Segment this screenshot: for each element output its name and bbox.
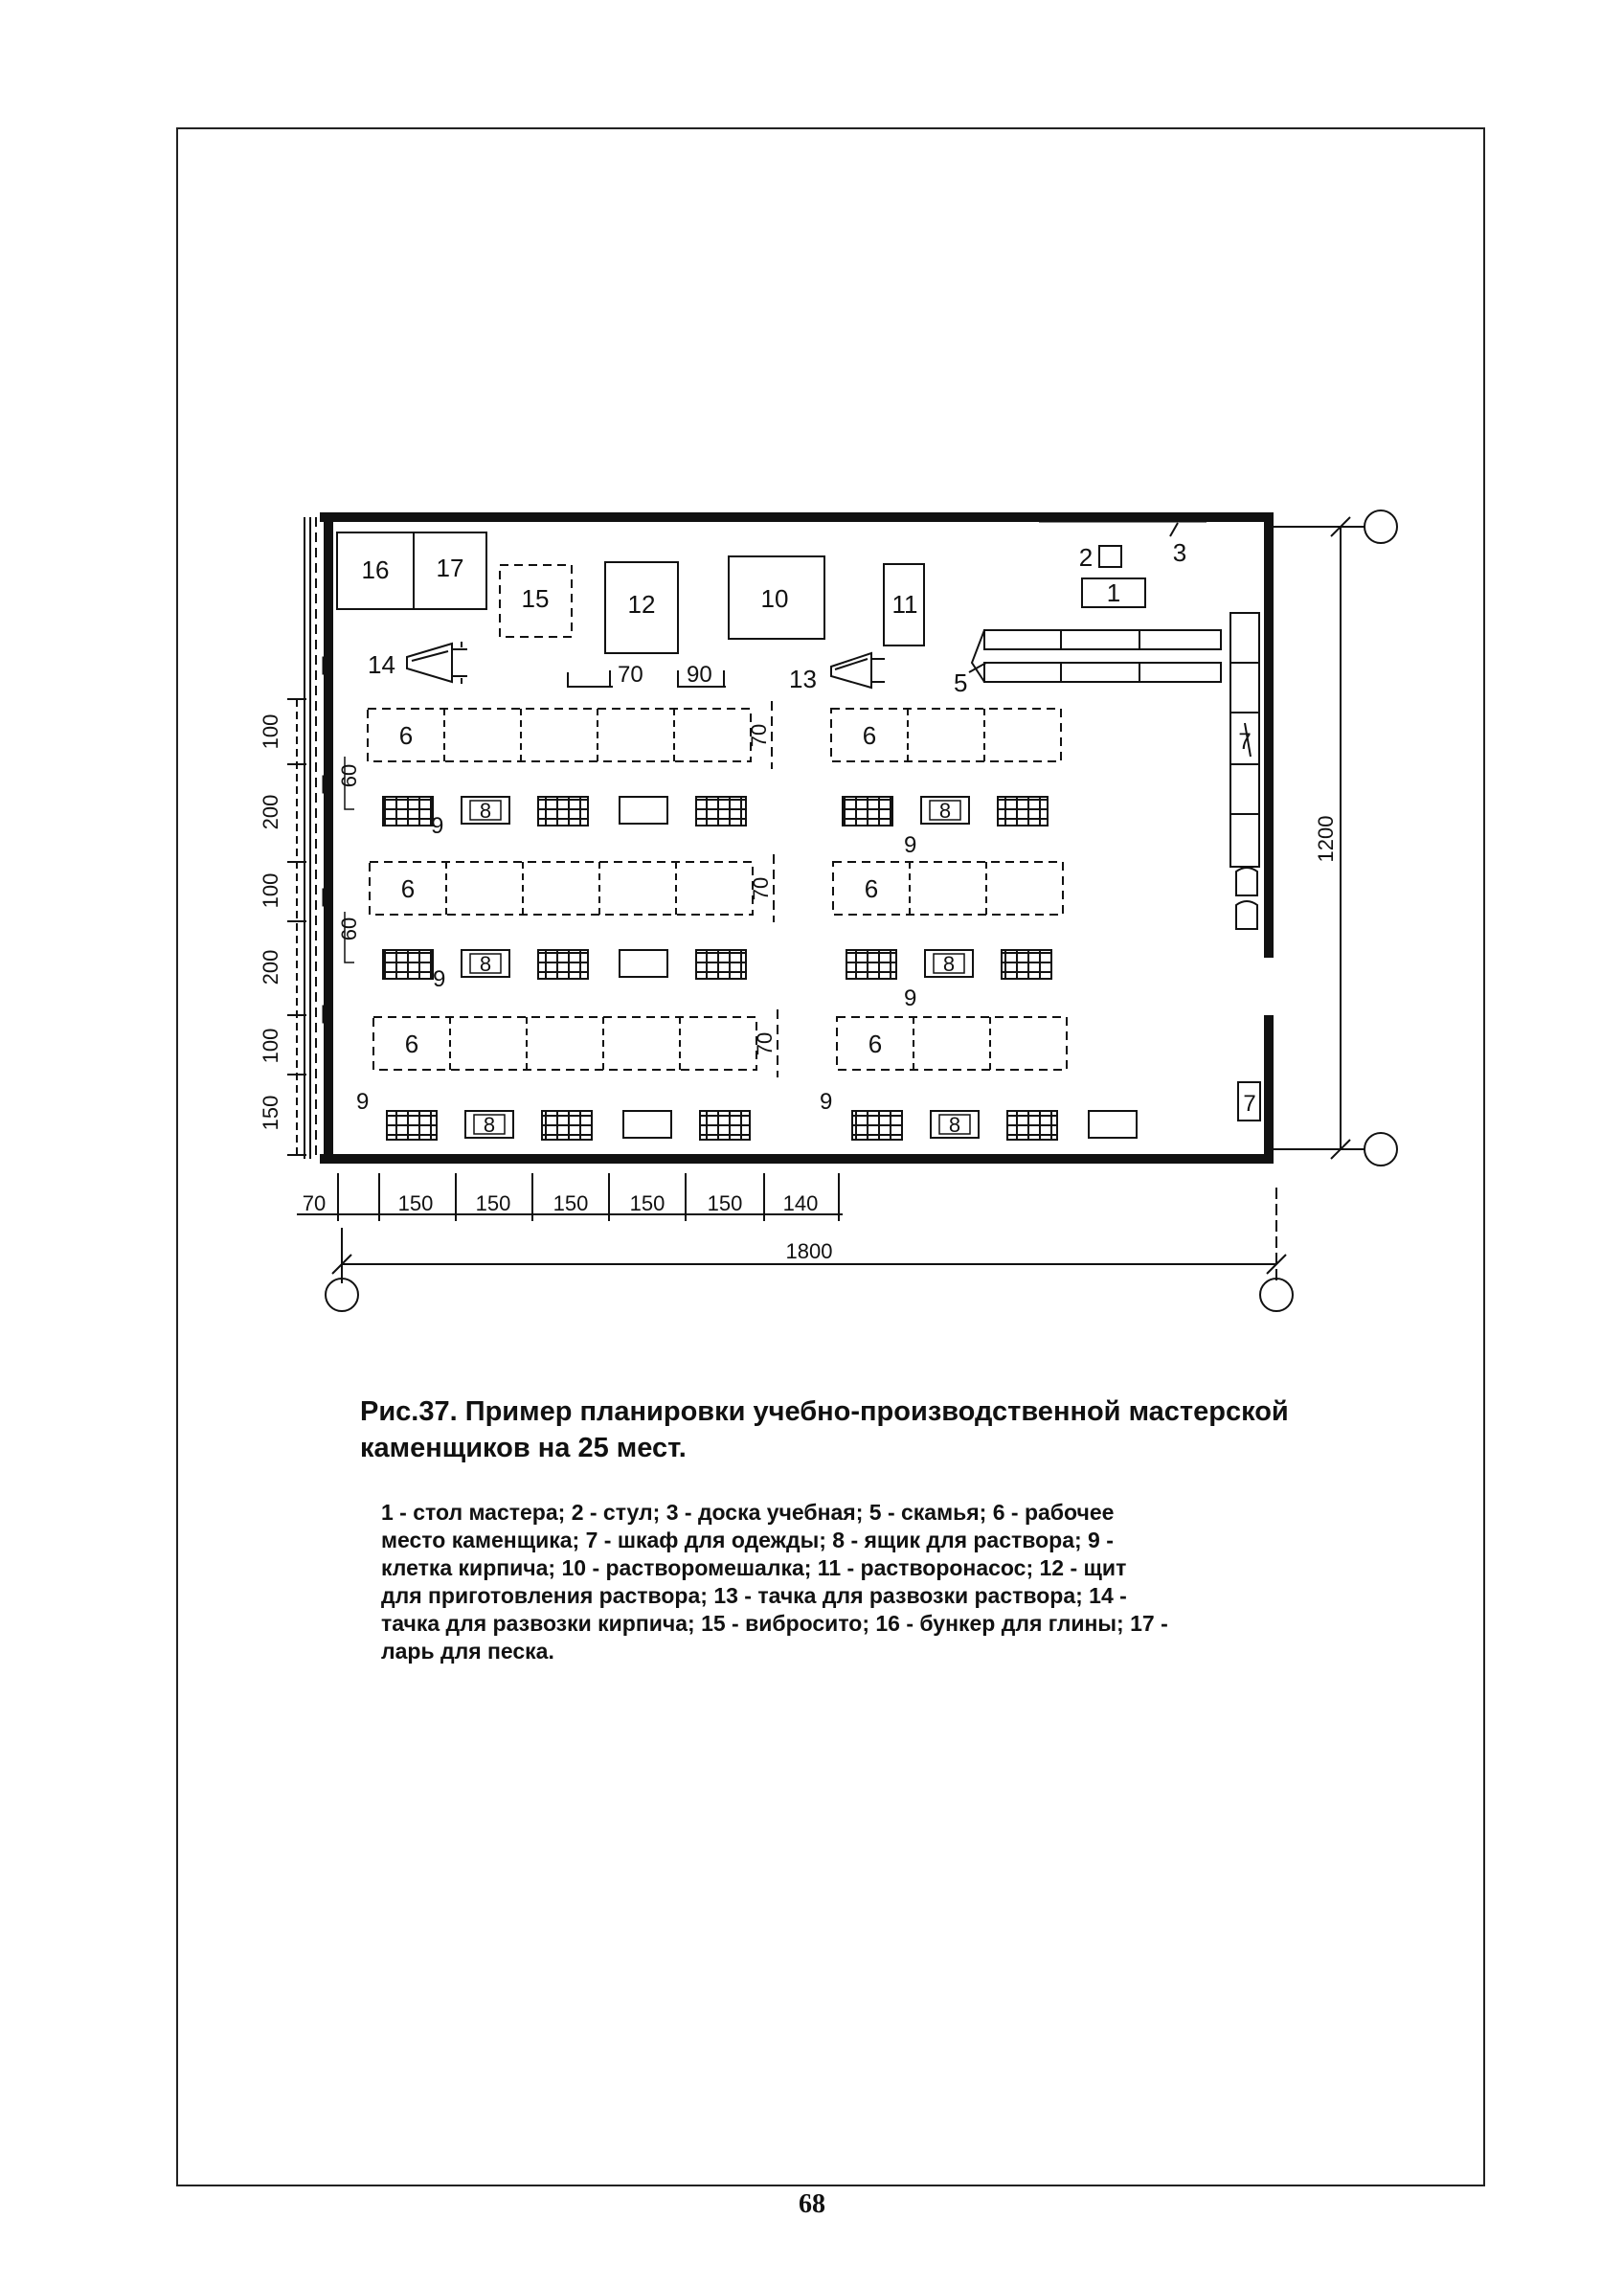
item-9-brick-cage xyxy=(852,1111,902,1140)
legend-line: ларь для песка. xyxy=(381,1639,554,1664)
workstation-block xyxy=(833,862,1063,915)
dim-left-150: 150 xyxy=(259,1095,282,1131)
label-12: 12 xyxy=(627,590,656,619)
dim-left-200-a: 200 xyxy=(259,794,282,830)
label-8: 8 xyxy=(938,799,952,823)
dim-bottom-70: 70 xyxy=(302,1191,327,1215)
workstation-outline xyxy=(368,709,751,761)
figure-legend xyxy=(381,1499,1300,1665)
dim-total-height: 1200 xyxy=(1314,815,1338,863)
label-8: 8 xyxy=(479,952,492,976)
item-13-mortar-wheelbarrow xyxy=(831,653,885,688)
item-9-brick-cage xyxy=(383,950,433,979)
brick-mortar-row xyxy=(383,950,1051,1011)
item-9-brick-cage xyxy=(696,950,746,979)
label-6: 6 xyxy=(404,1030,419,1058)
dim-left-100-c: 100 xyxy=(259,1028,282,1064)
left-dimension-chain xyxy=(287,517,316,1159)
dim-left-200-b: 200 xyxy=(259,949,282,985)
workstation-block xyxy=(373,1009,778,1077)
equipment-top-labels xyxy=(362,538,1187,619)
item-9-brick-cage xyxy=(1002,950,1051,979)
axis-circle-bottom-right-2 xyxy=(1260,1279,1293,1311)
label-13: 13 xyxy=(789,665,817,693)
label-16: 16 xyxy=(361,555,390,584)
label-9: 9 xyxy=(356,1089,370,1115)
label-6: 6 xyxy=(864,874,879,903)
workstation-block xyxy=(837,1017,1067,1070)
dim-bottom-150-1: 150 xyxy=(397,1191,434,1215)
legend-line: клетка кирпича; 10 - растворомешалка; 11 - растворонасос; 12 - щит xyxy=(381,1555,1127,1580)
legend-line: для приготовления раствора; 13 - тачка для развозки раствора; 14 - xyxy=(381,1583,1127,1608)
axis-circle-bottom-left xyxy=(326,1279,358,1311)
dim-bottom-140: 140 xyxy=(782,1191,819,1215)
spacing-labels xyxy=(618,662,712,688)
item-9-brick-cage xyxy=(538,797,588,826)
dim-bottom-150-5: 150 xyxy=(707,1191,743,1215)
page-number: 68 xyxy=(799,2189,825,2219)
item-9-brick-cage xyxy=(696,797,746,826)
item-9-brick-cage xyxy=(846,950,896,979)
workstation-outline xyxy=(373,1017,756,1070)
empty-mortar-box xyxy=(623,1111,671,1138)
caption-line-1: Рис.37. Пример планировки учебно-производственной мастерской xyxy=(360,1396,1289,1427)
wardrobe-labels xyxy=(1238,729,1255,1117)
label-10: 10 xyxy=(760,584,789,613)
label-14: 14 xyxy=(368,650,395,679)
label-1: 1 xyxy=(1106,578,1121,607)
item-7-wardrobes xyxy=(1230,613,1260,1121)
workstation-outline xyxy=(370,862,753,915)
label-6: 6 xyxy=(398,721,414,750)
label-2: 2 xyxy=(1078,543,1094,572)
item-9-brick-cage xyxy=(542,1111,592,1140)
item-9-brick-cage xyxy=(843,797,892,826)
dim-left-60-b: 60 xyxy=(337,917,361,941)
item-14-brick-wheelbarrow xyxy=(407,642,467,684)
label-8: 8 xyxy=(942,952,956,976)
item-9-brick-cage xyxy=(383,797,433,826)
workstation-block xyxy=(831,709,1061,761)
label-7-upper: 7 xyxy=(1238,729,1252,755)
label-9: 9 xyxy=(431,813,444,839)
empty-mortar-box xyxy=(1089,1111,1137,1138)
label-15: 15 xyxy=(521,584,550,613)
dim-bottom-150-2: 150 xyxy=(475,1191,511,1215)
axis-circle-top-right xyxy=(1365,510,1397,543)
workstation-rows xyxy=(368,701,1067,1077)
dim-left-100-a: 100 xyxy=(259,713,282,750)
brick-mortar-row xyxy=(356,1089,1137,1140)
item-9-brick-cage xyxy=(387,1111,437,1140)
item-5-bench xyxy=(969,630,1221,682)
label-8: 8 xyxy=(483,1113,496,1137)
figure-caption xyxy=(360,1393,1318,1466)
label-8: 8 xyxy=(948,1113,961,1137)
label-6: 6 xyxy=(862,721,877,750)
legend-line: 1 - стол мастера; 2 - стул; 3 - доска учебная; 5 - скамья; 6 - рабочее xyxy=(381,1500,1115,1525)
workstation-block xyxy=(368,701,772,769)
caption-line-2: каменщиков на 25 мест. xyxy=(360,1433,687,1463)
label-6: 6 xyxy=(400,874,416,903)
label-5: 5 xyxy=(954,668,968,697)
legend-line: место каменщика; 7 - шкаф для одежды; 8 - ящик для раствора; 9 - xyxy=(381,1528,1114,1552)
label-9: 9 xyxy=(433,966,446,992)
dim-70-aisle: 70 xyxy=(747,723,771,748)
empty-mortar-box xyxy=(620,797,667,824)
dim-left-100-b: 100 xyxy=(259,872,282,909)
empty-mortar-box xyxy=(620,950,667,977)
item-9-brick-cage xyxy=(700,1111,750,1140)
brick-mortar-row xyxy=(383,797,1048,858)
label-11: 11 xyxy=(891,590,918,619)
label-3: 3 xyxy=(1172,538,1187,567)
dim-70-top: 70 xyxy=(618,662,643,688)
item-9-brick-cage xyxy=(538,950,588,979)
dim-bottom-150-4: 150 xyxy=(629,1191,665,1215)
item-9-brick-cage xyxy=(998,797,1048,826)
dim-left-60-a: 60 xyxy=(337,763,361,788)
dim-90-top: 90 xyxy=(687,662,712,688)
brick-mortar-rows xyxy=(356,797,1137,1140)
label-8: 8 xyxy=(479,799,492,823)
dim-70-aisle: 70 xyxy=(753,1031,777,1056)
item-2-chair xyxy=(1099,546,1121,567)
label-17: 17 xyxy=(436,554,464,582)
dim-total-width: 1800 xyxy=(785,1239,833,1263)
label-7-lower: 7 xyxy=(1243,1091,1256,1117)
item-9-brick-cage xyxy=(1007,1111,1057,1140)
dim-70-aisle: 70 xyxy=(749,876,773,901)
label-6: 6 xyxy=(868,1030,883,1058)
label-9: 9 xyxy=(820,1089,833,1115)
bottom-dimension-labels xyxy=(303,1191,833,1263)
legend-line: тачка для развозки кирпича; 15 - вибросито; 16 - бункер для глины; 17 - xyxy=(381,1611,1168,1636)
label-9: 9 xyxy=(904,985,917,1011)
dim-bottom-150-3: 150 xyxy=(553,1191,589,1215)
axis-circle-bottom-right xyxy=(1365,1133,1397,1166)
workstation-block xyxy=(370,854,774,922)
label-9: 9 xyxy=(904,832,917,858)
